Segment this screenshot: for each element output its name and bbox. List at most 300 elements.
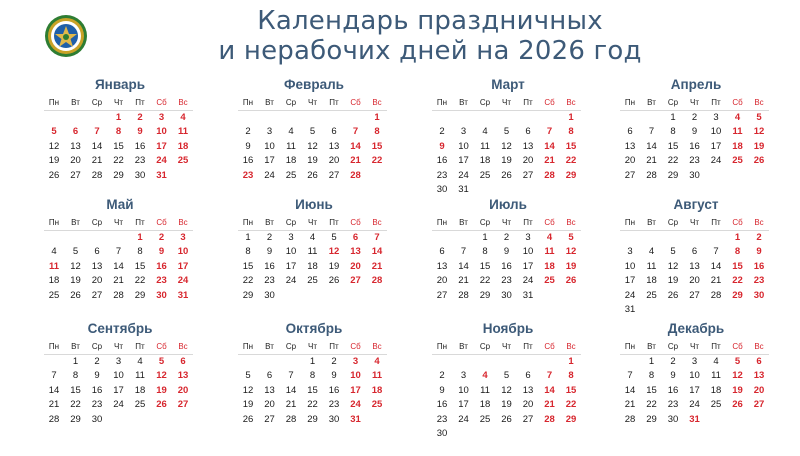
day-cell: 24	[458, 413, 469, 425]
day-cell: 3	[691, 355, 698, 367]
month-8	[620, 196, 772, 318]
day-cell: 20	[753, 384, 765, 396]
day-cell: 31	[458, 184, 469, 195]
day-cell: 9	[137, 126, 143, 137]
day-cell: 22	[371, 155, 383, 166]
day-cell: 23	[667, 399, 679, 410]
day-cell: 27	[264, 413, 275, 425]
day-cell: 7	[546, 370, 553, 381]
day-cell: 5	[245, 370, 251, 381]
weekday-header: Сб	[732, 342, 743, 351]
day-cell: 6	[331, 126, 337, 137]
day-cell: 20	[522, 155, 534, 166]
day-cell: 2	[691, 111, 698, 123]
day-cell: 16	[328, 384, 340, 396]
day-cell: 14	[350, 140, 361, 152]
day-cell: 24	[156, 155, 167, 166]
weekday-header: Чт	[114, 342, 123, 351]
day-cell: 5	[756, 111, 762, 123]
day-cell: 31	[624, 304, 636, 315]
month-days-grid	[432, 96, 584, 198]
weekday-header: Сб	[156, 342, 167, 351]
day-cell: 6	[352, 231, 359, 243]
day-cell: 30	[156, 289, 167, 301]
day-cell: 25	[646, 289, 657, 301]
month-name: Июнь	[295, 197, 333, 212]
day-cell: 13	[264, 384, 275, 396]
day-cell: 12	[667, 260, 679, 272]
day-cell: 15	[667, 140, 679, 152]
day-cell: 9	[158, 246, 165, 257]
day-cell: 21	[710, 275, 722, 286]
day-cell: 26	[307, 169, 318, 181]
day-cell: 10	[156, 126, 167, 137]
day-cell: 14	[285, 384, 297, 396]
day-cell: 20	[624, 155, 636, 166]
day-cell: 3	[115, 355, 122, 367]
day-cell: 12	[501, 140, 512, 152]
day-cell: 19	[242, 399, 254, 410]
day-cell: 23	[753, 275, 765, 286]
weekday-header: Пт	[135, 98, 145, 107]
month-name: Март	[491, 77, 525, 92]
day-cell: 27	[624, 169, 636, 181]
day-cell: 4	[713, 355, 719, 367]
day-cell: 26	[156, 399, 167, 410]
day-cell: 13	[522, 384, 534, 396]
month-6	[238, 196, 390, 303]
weekday-header: Вс	[178, 98, 188, 107]
day-cell: 28	[710, 289, 722, 301]
day-cell: 6	[627, 126, 633, 137]
day-cell: 23	[328, 399, 340, 410]
weekday-header: Ср	[285, 218, 297, 227]
day-cell: 28	[113, 289, 124, 301]
day-cell: 12	[156, 370, 167, 381]
weekday-header: Сб	[350, 342, 361, 351]
day-cell: 1	[568, 111, 574, 123]
weekday-header: Пт	[329, 342, 339, 351]
day-cell: 16	[264, 260, 275, 272]
month-days-grid	[620, 216, 772, 318]
day-cell: 8	[734, 246, 741, 257]
day-cell: 27	[328, 169, 340, 181]
weekday-header: Чт	[690, 98, 699, 107]
day-cell: 26	[732, 399, 743, 410]
weekday-header: Сб	[732, 218, 743, 227]
day-cell: 24	[624, 289, 636, 301]
day-cell: 26	[48, 169, 60, 181]
day-cell: 13	[177, 370, 189, 381]
day-cell: 28	[624, 413, 636, 425]
day-cell: 29	[242, 289, 254, 301]
month-days-grid	[44, 216, 196, 303]
day-cell: 16	[501, 260, 512, 272]
day-cell: 28	[91, 169, 103, 181]
month-name: Сентябрь	[87, 321, 153, 336]
day-cell: 9	[439, 384, 445, 396]
weekday-header: Ср	[667, 342, 679, 351]
day-cell: 28	[350, 169, 361, 181]
page-title	[130, 6, 730, 66]
day-cell: 26	[501, 413, 512, 425]
weekday-header: Пт	[711, 218, 721, 227]
day-cell: 19	[48, 155, 60, 166]
day-cell: 24	[689, 399, 700, 410]
day-cell: 17	[689, 384, 700, 396]
day-cell: 1	[568, 355, 574, 367]
day-cell: 8	[137, 246, 143, 257]
day-cell: 28	[48, 413, 60, 425]
day-cell: 26	[242, 413, 254, 425]
day-cell: 18	[177, 140, 189, 152]
month-1	[44, 76, 196, 183]
day-cell: 1	[648, 355, 655, 367]
day-cell: 28	[646, 169, 657, 181]
day-cell: 30	[501, 289, 512, 301]
day-cell: 10	[710, 126, 722, 137]
weekday-header: Чт	[502, 342, 511, 351]
day-cell: 26	[667, 289, 679, 301]
month-days-grid	[620, 96, 772, 183]
day-cell: 18	[710, 384, 722, 396]
weekday-header: Пн	[624, 98, 636, 107]
day-cell: 24	[458, 169, 469, 181]
day-cell: 23	[242, 169, 254, 181]
day-cell: 16	[689, 140, 700, 152]
day-cell: 4	[374, 355, 380, 367]
day-cell: 12	[753, 126, 765, 137]
day-cell: 30	[436, 184, 448, 195]
day-cell: 4	[137, 355, 143, 367]
weekday-header: Вт	[459, 218, 468, 227]
day-cell: 17	[264, 155, 275, 166]
day-cell: 1	[115, 111, 122, 123]
weekday-header: Пн	[436, 218, 448, 227]
day-cell: 20	[436, 275, 448, 286]
day-cell: 14	[458, 260, 469, 272]
day-cell: 30	[436, 428, 448, 439]
day-cell: 29	[479, 289, 491, 301]
day-cell: 25	[479, 413, 491, 425]
weekday-header: Пт	[523, 218, 533, 227]
day-cell: 24	[177, 275, 189, 286]
month-days-grid	[432, 216, 584, 303]
day-cell: 31	[689, 413, 700, 425]
weekday-header: Ср	[91, 218, 103, 227]
day-cell: 30	[667, 413, 679, 425]
day-cell: 7	[352, 126, 359, 137]
day-cell: 5	[734, 355, 741, 367]
day-cell: 17	[177, 260, 189, 272]
day-cell: 27	[753, 399, 765, 410]
weekday-header: Пт	[135, 218, 145, 227]
day-cell: 15	[732, 260, 743, 272]
day-cell: 31	[522, 289, 534, 301]
day-cell: 15	[565, 384, 577, 396]
day-cell: 28	[458, 289, 469, 301]
day-cell: 17	[285, 260, 297, 272]
day-cell: 8	[670, 126, 676, 137]
day-cell: 2	[137, 111, 143, 123]
day-cell: 22	[565, 399, 577, 410]
weekday-header: Пт	[135, 342, 145, 351]
header-divider	[432, 110, 581, 111]
month-name: Февраль	[284, 77, 344, 92]
day-cell: 1	[72, 355, 79, 367]
day-cell: 3	[352, 355, 359, 367]
day-cell: 29	[646, 413, 657, 425]
weekday-header: Чт	[690, 218, 699, 227]
day-cell: 18	[134, 384, 146, 396]
day-cell: 11	[480, 140, 490, 152]
weekday-header: Вс	[178, 342, 188, 351]
day-cell: 4	[734, 111, 741, 123]
weekday-header: Вс	[566, 218, 576, 227]
day-cell: 10	[624, 260, 636, 272]
day-cell: 29	[732, 289, 743, 301]
weekday-header: Пт	[711, 342, 721, 351]
day-cell: 5	[331, 231, 337, 243]
day-cell: 18	[285, 155, 297, 166]
day-cell: 16	[91, 384, 103, 396]
month-name: Апрель	[670, 77, 722, 92]
month-12	[620, 320, 772, 427]
day-cell: 21	[544, 399, 555, 410]
day-cell: 15	[371, 140, 383, 152]
day-cell: 1	[734, 231, 741, 243]
day-cell: 19	[667, 275, 679, 286]
weekday-header: Сб	[732, 98, 743, 107]
day-cell: 11	[371, 370, 383, 381]
day-cell: 14	[371, 246, 383, 257]
day-cell: 5	[309, 126, 316, 137]
day-cell: 26	[753, 155, 765, 166]
day-cell: 13	[624, 140, 636, 152]
day-cell: 18	[371, 384, 383, 396]
day-cell: 5	[503, 370, 510, 381]
day-cell: 17	[522, 260, 534, 272]
day-cell: 14	[48, 384, 60, 396]
weekday-header: Сб	[544, 98, 555, 107]
day-cell: 8	[482, 246, 488, 257]
day-cell: 7	[374, 231, 380, 243]
day-cell: 31	[156, 169, 167, 181]
day-cell: 2	[503, 231, 510, 243]
weekday-header: Пн	[436, 98, 448, 107]
day-cell: 21	[624, 399, 636, 410]
weekday-header: Ср	[667, 98, 679, 107]
weekday-header: Пт	[329, 218, 339, 227]
day-cell: 13	[689, 260, 700, 272]
month-7	[432, 196, 584, 303]
day-cell: 11	[286, 140, 296, 152]
title-line-1: Календарь праздничных	[257, 6, 603, 36]
day-cell: 25	[48, 289, 60, 301]
day-cell: 8	[374, 126, 380, 137]
day-cell: 25	[710, 399, 722, 410]
day-cell: 11	[544, 246, 555, 257]
day-cell: 27	[689, 289, 700, 301]
day-cell: 20	[264, 399, 275, 410]
day-cell: 5	[670, 246, 676, 257]
weekday-header: Сб	[544, 218, 555, 227]
day-cell: 22	[667, 155, 679, 166]
month-3	[432, 76, 584, 198]
day-cell: 10	[177, 246, 189, 257]
weekday-header: Вт	[647, 342, 656, 351]
day-cell: 27	[70, 169, 81, 181]
weekday-header: Вт	[647, 218, 656, 227]
month-days-grid	[44, 96, 196, 183]
day-cell: 1	[374, 111, 380, 123]
weekday-header: Ср	[479, 218, 491, 227]
day-cell: 14	[710, 260, 722, 272]
month-10	[238, 320, 390, 427]
day-cell: 28	[371, 275, 383, 286]
day-cell: 15	[134, 260, 146, 272]
weekday-header: Ср	[479, 98, 491, 107]
day-cell: 15	[565, 140, 577, 152]
day-cell: 16	[242, 155, 254, 166]
day-cell: 19	[501, 155, 512, 166]
day-cell: 25	[732, 155, 743, 166]
day-cell: 6	[180, 355, 186, 367]
day-cell: 3	[158, 111, 165, 123]
day-cell: 6	[439, 246, 445, 257]
day-cell: 3	[266, 126, 273, 137]
day-cell: 27	[91, 289, 103, 301]
weekday-header: Вс	[372, 218, 382, 227]
day-cell: 9	[439, 140, 445, 152]
day-cell: 9	[756, 246, 762, 257]
day-cell: 17	[458, 399, 469, 410]
day-cell: 13	[328, 140, 340, 152]
day-cell: 16	[436, 155, 448, 166]
weekday-header: Вс	[754, 342, 764, 351]
day-cell: 18	[646, 275, 657, 286]
day-cell: 7	[115, 246, 122, 257]
weekday-header: Пн	[436, 342, 448, 351]
weekday-header: Сб	[350, 218, 361, 227]
day-cell: 7	[713, 246, 719, 257]
day-cell: 11	[711, 370, 721, 381]
day-cell: 24	[264, 169, 275, 181]
day-cell: 13	[70, 140, 81, 152]
month-days-grid	[432, 340, 584, 442]
day-cell: 2	[94, 355, 100, 367]
day-cell: 16	[436, 399, 448, 410]
day-cell: 27	[522, 413, 534, 425]
weekday-header: Вс	[372, 342, 382, 351]
day-cell: 27	[350, 275, 361, 286]
day-cell: 12	[565, 246, 577, 257]
day-cell: 11	[646, 260, 657, 272]
weekday-header: Вс	[178, 218, 188, 227]
weekday-header: Чт	[114, 218, 123, 227]
day-cell: 18	[48, 275, 60, 286]
day-cell: 30	[134, 169, 146, 181]
weekday-header: Ср	[91, 98, 103, 107]
day-cell: 10	[458, 384, 469, 396]
day-cell: 19	[753, 140, 765, 152]
day-cell: 2	[756, 231, 762, 243]
day-cell: 11	[48, 260, 60, 272]
day-cell: 21	[544, 155, 555, 166]
month-4	[620, 76, 772, 183]
month-5	[44, 196, 196, 303]
day-cell: 19	[501, 399, 512, 410]
day-cell: 12	[501, 384, 512, 396]
day-cell: 15	[307, 384, 318, 396]
day-cell: 3	[288, 231, 294, 243]
day-cell: 19	[732, 384, 743, 396]
day-cell: 25	[285, 169, 297, 181]
day-cell: 4	[180, 111, 186, 123]
day-cell: 15	[479, 260, 491, 272]
day-cell: 1	[137, 231, 143, 243]
day-cell: 30	[328, 413, 340, 425]
day-cell: 23	[436, 169, 448, 181]
day-cell: 24	[522, 275, 534, 286]
day-cell: 30	[753, 289, 765, 301]
weekday-header: Пн	[624, 342, 636, 351]
day-cell: 23	[689, 155, 700, 166]
day-cell: 12	[732, 370, 743, 381]
day-cell: 13	[436, 260, 448, 272]
day-cell: 12	[242, 384, 254, 396]
month-days-grid	[238, 96, 390, 183]
day-cell: 21	[48, 399, 60, 410]
weekday-header: Вт	[71, 218, 80, 227]
month-name: Декабрь	[667, 321, 725, 336]
day-cell: 5	[72, 246, 79, 257]
day-cell: 11	[177, 126, 189, 137]
day-cell: 17	[710, 140, 722, 152]
header-divider	[238, 110, 387, 111]
month-days-grid	[44, 340, 196, 427]
day-cell: 18	[479, 155, 491, 166]
day-cell: 6	[756, 355, 762, 367]
day-cell: 10	[113, 370, 124, 381]
weekday-header: Вс	[566, 342, 576, 351]
day-cell: 30	[689, 169, 700, 181]
day-cell: 25	[134, 399, 146, 410]
day-cell: 22	[565, 155, 577, 166]
weekday-header: Чт	[690, 342, 699, 351]
weekday-header: Ср	[285, 98, 297, 107]
day-cell: 10	[522, 246, 534, 257]
weekday-header: Чт	[114, 98, 123, 107]
day-cell: 2	[670, 355, 676, 367]
day-cell: 7	[51, 370, 57, 381]
day-cell: 29	[565, 413, 577, 425]
day-cell: 22	[134, 275, 146, 286]
day-cell: 18	[732, 140, 743, 152]
day-cell: 12	[48, 140, 60, 152]
month-days-grid	[238, 216, 390, 303]
day-cell: 10	[285, 246, 297, 257]
day-cell: 3	[525, 231, 531, 243]
day-cell: 20	[91, 275, 103, 286]
weekday-header: Вс	[754, 218, 764, 227]
day-cell: 25	[371, 399, 383, 410]
day-cell: 26	[565, 275, 577, 286]
weekday-header: Чт	[502, 218, 511, 227]
weekday-header: Чт	[502, 98, 511, 107]
day-cell: 29	[70, 413, 81, 425]
weekday-header: Вт	[265, 342, 274, 351]
